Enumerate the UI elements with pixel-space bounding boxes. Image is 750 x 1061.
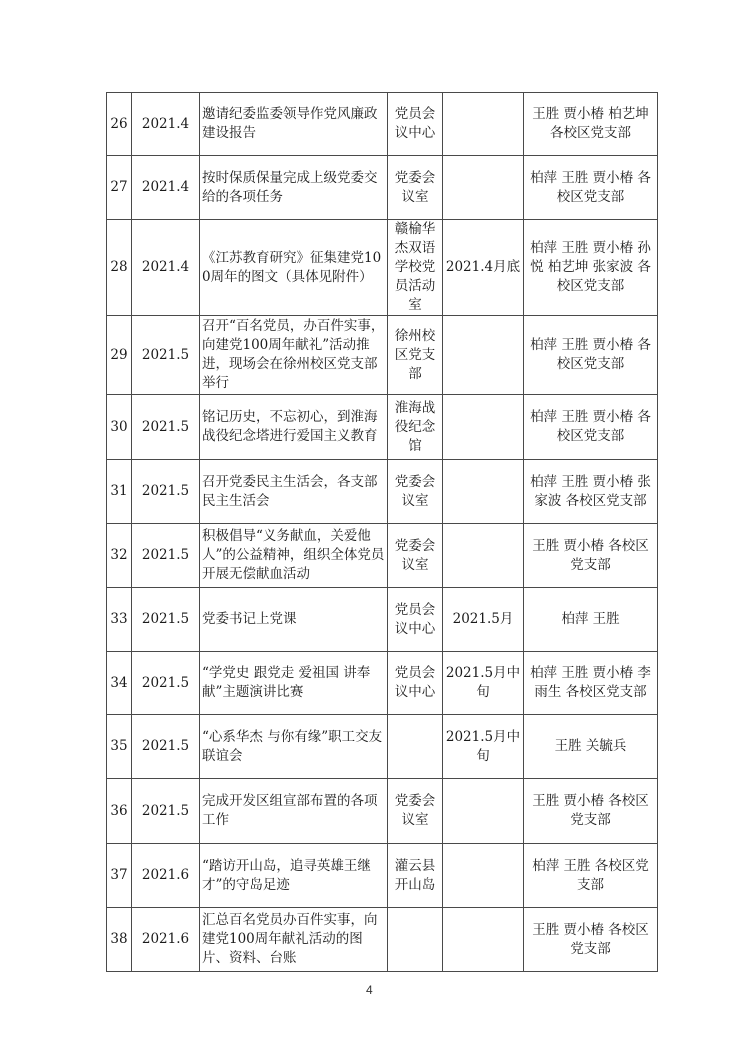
cell-content: 邀请纪委监委领导作党风廉政建设报告 <box>200 93 388 156</box>
table-row <box>107 220 658 316</box>
cell-deadline <box>443 844 524 908</box>
cell-date: 2021.5 <box>132 779 200 844</box>
cell-number: 37 <box>107 844 132 908</box>
table-row <box>107 156 658 220</box>
cell-responsible-people: 柏萍 王胜 贾小椿 各校区党支部 <box>524 316 658 395</box>
activity-plan-table-body <box>107 93 658 972</box>
cell-content: 汇总百名党员办百件实事，向建党100周年献礼活动的图片、资料、台账 <box>200 908 388 972</box>
page-number: 4 <box>366 983 373 997</box>
cell-content: “心系华杰 与你有缘”职工交友联谊会 <box>200 715 388 779</box>
cell-number: 38 <box>107 908 132 972</box>
cell-deadline <box>443 460 524 524</box>
cell-content: “踏访开山岛，追寻英雄王继才”的守岛足迹 <box>200 844 388 908</box>
cell-date: 2021.5 <box>132 316 200 395</box>
table-row <box>107 93 658 156</box>
cell-date: 2021.5 <box>132 588 200 652</box>
cell-place: 党员会议中心 <box>388 93 443 156</box>
cell-date: 2021.5 <box>132 524 200 588</box>
table-row <box>107 908 658 972</box>
cell-responsible-people: 柏萍 王胜 贾小椿 各校区党支部 <box>524 156 658 220</box>
cell-number: 35 <box>107 715 132 779</box>
cell-number: 32 <box>107 524 132 588</box>
cell-content: 完成开发区组宣部布置的各项工作 <box>200 779 388 844</box>
cell-date: 2021.4 <box>132 156 200 220</box>
table-row <box>107 779 658 844</box>
cell-place: 党员会议中心 <box>388 588 443 652</box>
cell-date: 2021.5 <box>132 652 200 715</box>
table-row <box>107 844 658 908</box>
cell-deadline: 2021.5月 <box>443 588 524 652</box>
cell-responsible-people: 柏萍 王胜 各校区党支部 <box>524 844 658 908</box>
cell-date: 2021.6 <box>132 844 200 908</box>
cell-content: “学党史 跟党走 爱祖国 讲奉献”主题演讲比赛 <box>200 652 388 715</box>
cell-place: 党委会议室 <box>388 156 443 220</box>
cell-deadline <box>443 524 524 588</box>
cell-place: 赣榆华杰双语学校党员活动室 <box>388 220 443 316</box>
activity-plan-table <box>106 92 658 972</box>
cell-deadline <box>443 156 524 220</box>
table-row <box>107 395 658 460</box>
cell-number: 27 <box>107 156 132 220</box>
cell-place: 灌云县开山岛 <box>388 844 443 908</box>
cell-responsible-people: 王胜 关毓兵 <box>524 715 658 779</box>
cell-date: 2021.4 <box>132 93 200 156</box>
cell-responsible-people: 王胜 贾小椿 各校区党支部 <box>524 908 658 972</box>
cell-date: 2021.5 <box>132 395 200 460</box>
table-row <box>107 715 658 779</box>
cell-number: 30 <box>107 395 132 460</box>
cell-number: 34 <box>107 652 132 715</box>
cell-responsible-people: 柏萍 王胜 <box>524 588 658 652</box>
cell-responsible-people: 柏萍 王胜 贾小椿 孙悦 柏艺坤 张家波 各校区党支部 <box>524 220 658 316</box>
cell-number: 26 <box>107 93 132 156</box>
cell-responsible-people: 王胜 贾小椿 各校区党支部 <box>524 779 658 844</box>
cell-number: 31 <box>107 460 132 524</box>
cell-responsible-people: 王胜 贾小椿 各校区党支部 <box>524 524 658 588</box>
cell-place <box>388 908 443 972</box>
cell-content: 铭记历史，不忘初心，到淮海战役纪念塔进行爱国主义教育 <box>200 395 388 460</box>
cell-deadline: 2021.4月底 <box>443 220 524 316</box>
cell-date: 2021.6 <box>132 908 200 972</box>
cell-date: 2021.4 <box>132 220 200 316</box>
cell-deadline <box>443 908 524 972</box>
cell-number: 28 <box>107 220 132 316</box>
cell-deadline <box>443 779 524 844</box>
cell-responsible-people: 王胜 贾小椿 柏艺坤 各校区党支部 <box>524 93 658 156</box>
cell-content: 《江苏教育研究》征集建党100周年的图文（具体见附件） <box>200 220 388 316</box>
cell-place: 党委会议室 <box>388 779 443 844</box>
table-row <box>107 460 658 524</box>
cell-place: 淮海战役纪念馆 <box>388 395 443 460</box>
cell-date: 2021.5 <box>132 460 200 524</box>
cell-content: 召开“百名党员，办百件实事，向建党100周年献礼”活动推进，现场会在徐州校区党支部举行 <box>200 316 388 395</box>
cell-date: 2021.5 <box>132 715 200 779</box>
cell-content: 党委书记上党课 <box>200 588 388 652</box>
cell-content: 积极倡导“义务献血，关爱他人”的公益精神，组织全体党员开展无偿献血活动 <box>200 524 388 588</box>
table-row <box>107 588 658 652</box>
table-row <box>107 652 658 715</box>
cell-number: 33 <box>107 588 132 652</box>
table-row <box>107 524 658 588</box>
cell-place: 党员会议中心 <box>388 652 443 715</box>
cell-place: 党委会议室 <box>388 524 443 588</box>
cell-place <box>388 715 443 779</box>
cell-responsible-people: 柏萍 王胜 贾小椿 李雨生 各校区党支部 <box>524 652 658 715</box>
cell-deadline: 2021.5月中旬 <box>443 652 524 715</box>
cell-deadline <box>443 316 524 395</box>
cell-place: 徐州校区党支部 <box>388 316 443 395</box>
cell-deadline <box>443 395 524 460</box>
cell-deadline <box>443 93 524 156</box>
cell-place: 党委会议室 <box>388 460 443 524</box>
cell-number: 36 <box>107 779 132 844</box>
cell-deadline: 2021.5月中旬 <box>443 715 524 779</box>
cell-content: 按时保质保量完成上级党委交给的各项任务 <box>200 156 388 220</box>
cell-number: 29 <box>107 316 132 395</box>
table-row <box>107 316 658 395</box>
cell-responsible-people: 柏萍 王胜 贾小椿 各校区党支部 <box>524 395 658 460</box>
cell-responsible-people: 柏萍 王胜 贾小椿 张家波 各校区党支部 <box>524 460 658 524</box>
cell-content: 召开党委民主生活会，各支部民主生活会 <box>200 460 388 524</box>
